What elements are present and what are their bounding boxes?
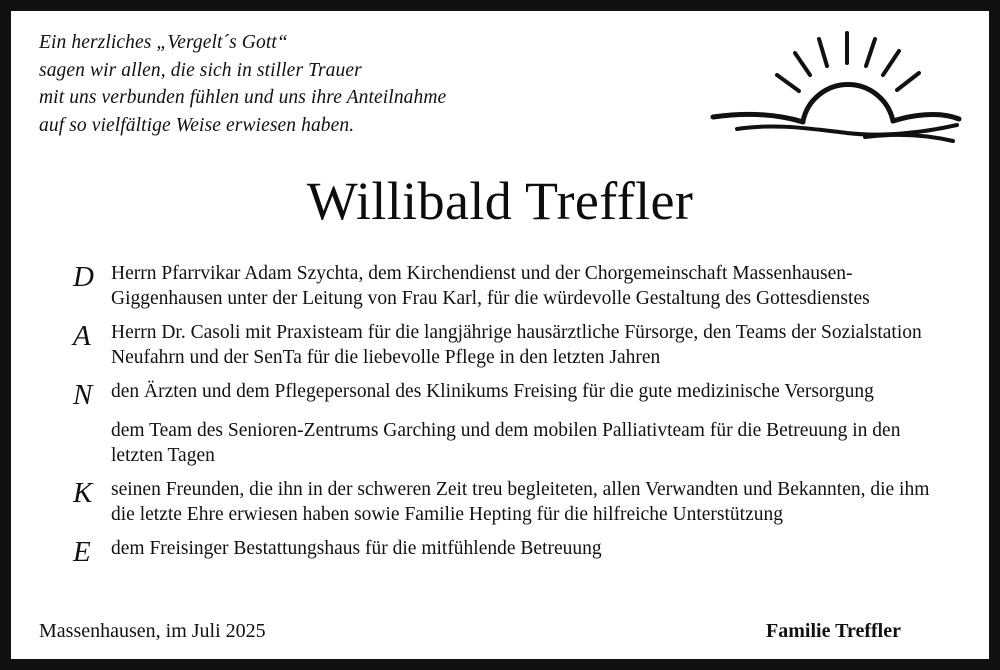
thanks-list — [39, 262, 961, 568]
card-footer — [39, 620, 961, 643]
sunrise-icon — [707, 25, 967, 145]
list-item — [39, 380, 961, 410]
thanks-text: dem Freisinger Bestattungshaus für die mitfühlende Betreuung — [111, 537, 602, 559]
list-item — [39, 321, 961, 371]
acrostic-letter: E — [73, 535, 91, 568]
thanks-text: seinen Freunden, die ihn in der schweren Zeit treu begleiteten, allen Verwandten und Bekannten, die ihm die letzte Ehre erwiesen haben sowie Familie Hepting für die hilfreiche Unterstützung — [111, 478, 930, 525]
family-signature: Familie Treffler — [766, 620, 901, 642]
acrostic-letter: N — [73, 378, 93, 411]
list-item — [39, 537, 961, 567]
card-inner — [11, 11, 989, 659]
thanks-text: Herrn Pfarrvikar Adam Szychta, dem Kirchendienst und der Chorgemeinschaft Massenhausen-Giggenhausen unter der Leitung von Frau Karl, für die würdevolle Gestaltung des Gottesdienstes — [111, 262, 870, 309]
place-and-date: Massenhausen, im Juli 2025 — [39, 620, 266, 642]
acrostic-letter: D — [73, 260, 94, 293]
thanks-text: Herrn Dr. Casoli mit Praxisteam für die langjährige hausärztliche Fürsorge, den Teams der Sozialstation Neufahrn und der SenTa für die liebevolle Pflege in den letzten Jahren — [111, 321, 922, 368]
list-item — [39, 419, 961, 469]
list-item — [39, 262, 961, 312]
thanks-text: den Ärzten und dem Pflegepersonal des Klinikums Freising für die gute medizinische Versorgung — [111, 380, 874, 402]
intro-line-3: mit uns verbunden fühlen und uns ihre Anteilnahme — [39, 87, 447, 109]
intro-line-1: Ein herzliches „Vergelt´s Gott“ — [39, 32, 288, 53]
intro-line-4: auf so vielfältige Weise erwiesen haben. — [39, 115, 355, 137]
deceased-name: Willibald Treffler — [306, 170, 694, 231]
acrostic-letter: A — [73, 319, 91, 352]
list-item — [39, 478, 961, 528]
intro-text — [39, 29, 659, 140]
thanks-text: dem Team des Senioren-Zentrums Garching und dem mobilen Palliativteam für die Betreuung in den letzten Tagen — [111, 420, 901, 466]
acrostic-letter: K — [73, 476, 93, 509]
intro-line-2: sagen wir allen, die sich in stiller Trauer — [39, 59, 362, 81]
